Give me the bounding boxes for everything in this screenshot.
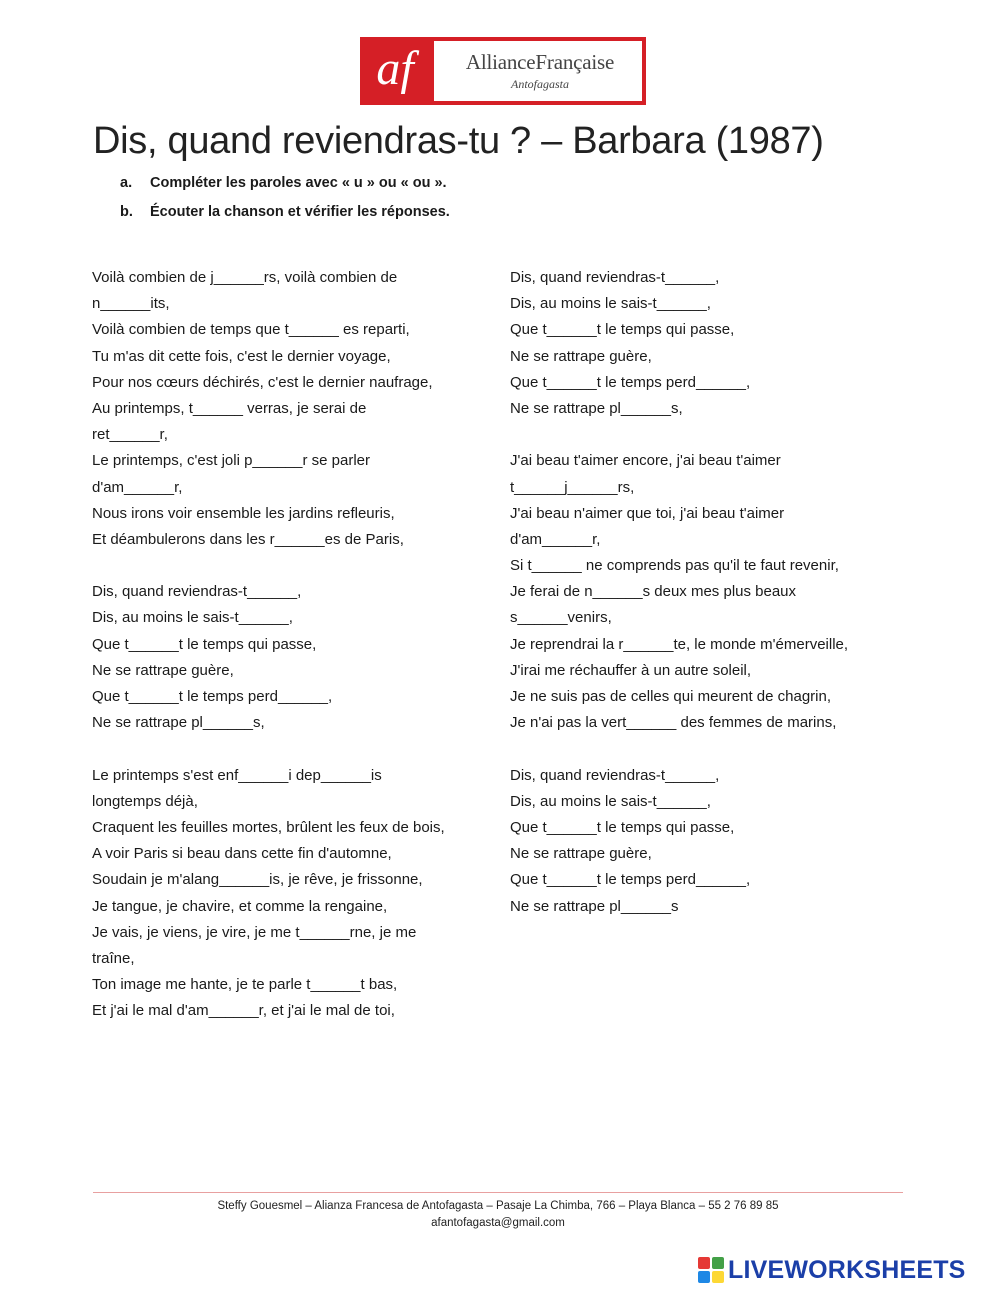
lyric-line: Ne se rattrape pl______s [510,897,679,915]
lyric-line: Que t______t le temps qui passe, [510,818,735,836]
lyric-line: s______venirs, [510,609,612,627]
lyric-line: Que t______t le temps qui passe, [92,635,317,653]
logo-mark: af [376,42,414,95]
lyrics-right-column [510,265,920,920]
lyric-line: n______its, [92,295,170,313]
logo-panel [434,41,642,101]
footer [93,1198,903,1232]
lyric-line: Dis, au moins le sais-t______, [510,792,711,810]
lyric-line: Dis, au moins le sais-t______, [92,609,293,627]
lyric-line: t______j______rs, [510,478,635,496]
lyric-line: Tu m'as dit cette fois, c'est le dernier voyage, [92,347,391,365]
lyric-line: Que t______t le temps perd______, [510,871,751,889]
lyric-line: Pour nos cœurs déchirés, c'est le dernier naufrage, [92,373,433,391]
instruction-b [120,201,450,230]
instruction-marker: b. [120,204,133,220]
lyric-line: Que t______t le temps perd______, [92,688,333,705]
lyric-line: Que t______t le temps qui passe, [510,321,735,339]
lyric-line: d'am______r, [510,530,601,548]
lyric-line: Je ne suis pas de celles qui meurent de chagrin, [510,688,832,705]
lyric-line: Le printemps, c'est joli p______r se parler [92,452,371,470]
liveworksheets-block-l [698,1257,710,1269]
lyric-line: Dis, quand reviendras-t______, [92,583,302,601]
lyric-line: Ton image me hante, je te parle t______t bas, [92,976,398,994]
lyric-line: J'ai beau n'aimer que toi, j'ai beau t'aimer [510,504,785,522]
lyric-line: A voir Paris si beau dans cette fin d'automne, [92,845,392,863]
lyric-line: Ne se rattrape guère, [510,347,652,365]
lyric-line: Dis, au moins le sais-t______, [510,295,711,313]
lyric-line: Dis, quand reviendras-t______, [510,766,720,784]
lyric-line: J'ai beau t'aimer encore, j'ai beau t'aimer [510,452,781,470]
lyric-line: Et j'ai le mal d'am______r, et j'ai le mal de toi, [92,1002,395,1020]
lyric-line: Ne se rattrape guère, [510,845,652,863]
footer-divider [93,1192,903,1193]
lyric-line: Soudain je m'alang______is, je rêve, je frissonne, [92,871,423,889]
lyric-line: Je reprendrai la r______te, le monde m'émerveille, [510,635,849,653]
liveworksheets-brand: LIVEWORKSHEETS [728,1255,966,1284]
liveworksheets-logo-icon [698,1257,724,1283]
liveworksheets-watermark [698,1255,966,1285]
instruction-text: Compléter les paroles avec « u » ou « ou ». [150,175,447,191]
lyric-line: Je tangue, je chavire, et comme la rengaine, [92,897,388,915]
liveworksheets-block-e [712,1271,724,1283]
lyric-line: Je n'ai pas la vert______ des femmes de marins, [510,714,837,732]
alliance-francaise-logo [360,37,646,105]
instruction-a [120,172,450,201]
lyric-line: Que t______t le temps perd______, [510,373,751,391]
liveworksheets-block-v [698,1271,710,1283]
lyric-line: Ne se rattrape guère, [92,661,234,679]
lyric-line: traîne, [92,949,135,967]
lyric-line: Craquent les feuilles mortes, brûlent les feux de bois, [92,818,445,836]
lyric-line: ret______r, [92,426,168,444]
lyric-line: Au printemps, t______ verras, je serai de [92,399,367,417]
lyric-line: d'am______r, [92,478,183,496]
logo-city: Antofagasta [510,77,569,91]
instructions-list [120,172,450,230]
lyric-line: Je vais, je viens, je vire, je me t______rne, je me [92,923,417,941]
instruction-marker: a. [120,175,133,191]
lyric-line: Dis, quand reviendras-t______, [510,269,720,286]
stanza-gap [92,736,502,762]
lyric-line: Voilà combien de temps que t______ es reparti, [92,321,410,339]
footer-email: afantofagasta@gmail.com [431,1217,565,1229]
lyrics-left-column [92,265,502,1024]
lyric-line: Ne se rattrape pl______s, [510,399,683,417]
lyric-line: Je ferai de n______s deux mes plus beaux [510,583,797,601]
stanza-gap [510,422,920,448]
instruction-text: Écouter la chanson et vérifier les réponses. [150,204,450,220]
lyric-line: Voilà combien de j______rs, voilà combien de [92,269,398,286]
lyric-line: Nous irons voir ensemble les jardins refleuris, [92,504,395,522]
lyric-line: Et déambulerons dans les r______es de Paris, [92,530,404,548]
lyric-line: Le printemps s'est enf______i dep______is [92,766,382,784]
lyric-line: longtemps déjà, [92,792,198,810]
liveworksheets-block-i [712,1257,724,1269]
lyric-line: Ne se rattrape pl______s, [92,714,265,732]
logo-name: AllianceFrançaise [465,50,615,74]
stanza-gap [510,736,920,762]
lyric-line: J'irai me réchauffer à un autre soleil, [510,661,752,679]
lyric-line: Si t______ ne comprends pas qu'il te faut revenir, [510,557,839,575]
stanza-gap [92,553,502,579]
page-title: Dis, quand reviendras-tu ? – Barbara (1987) [93,120,824,162]
footer-address: Steffy Gouesmel – Alianza Francesa de Antofagasta – Pasaje La Chimba, 766 – Playa Blanca – 55 2 76 89 85 [217,1200,779,1212]
